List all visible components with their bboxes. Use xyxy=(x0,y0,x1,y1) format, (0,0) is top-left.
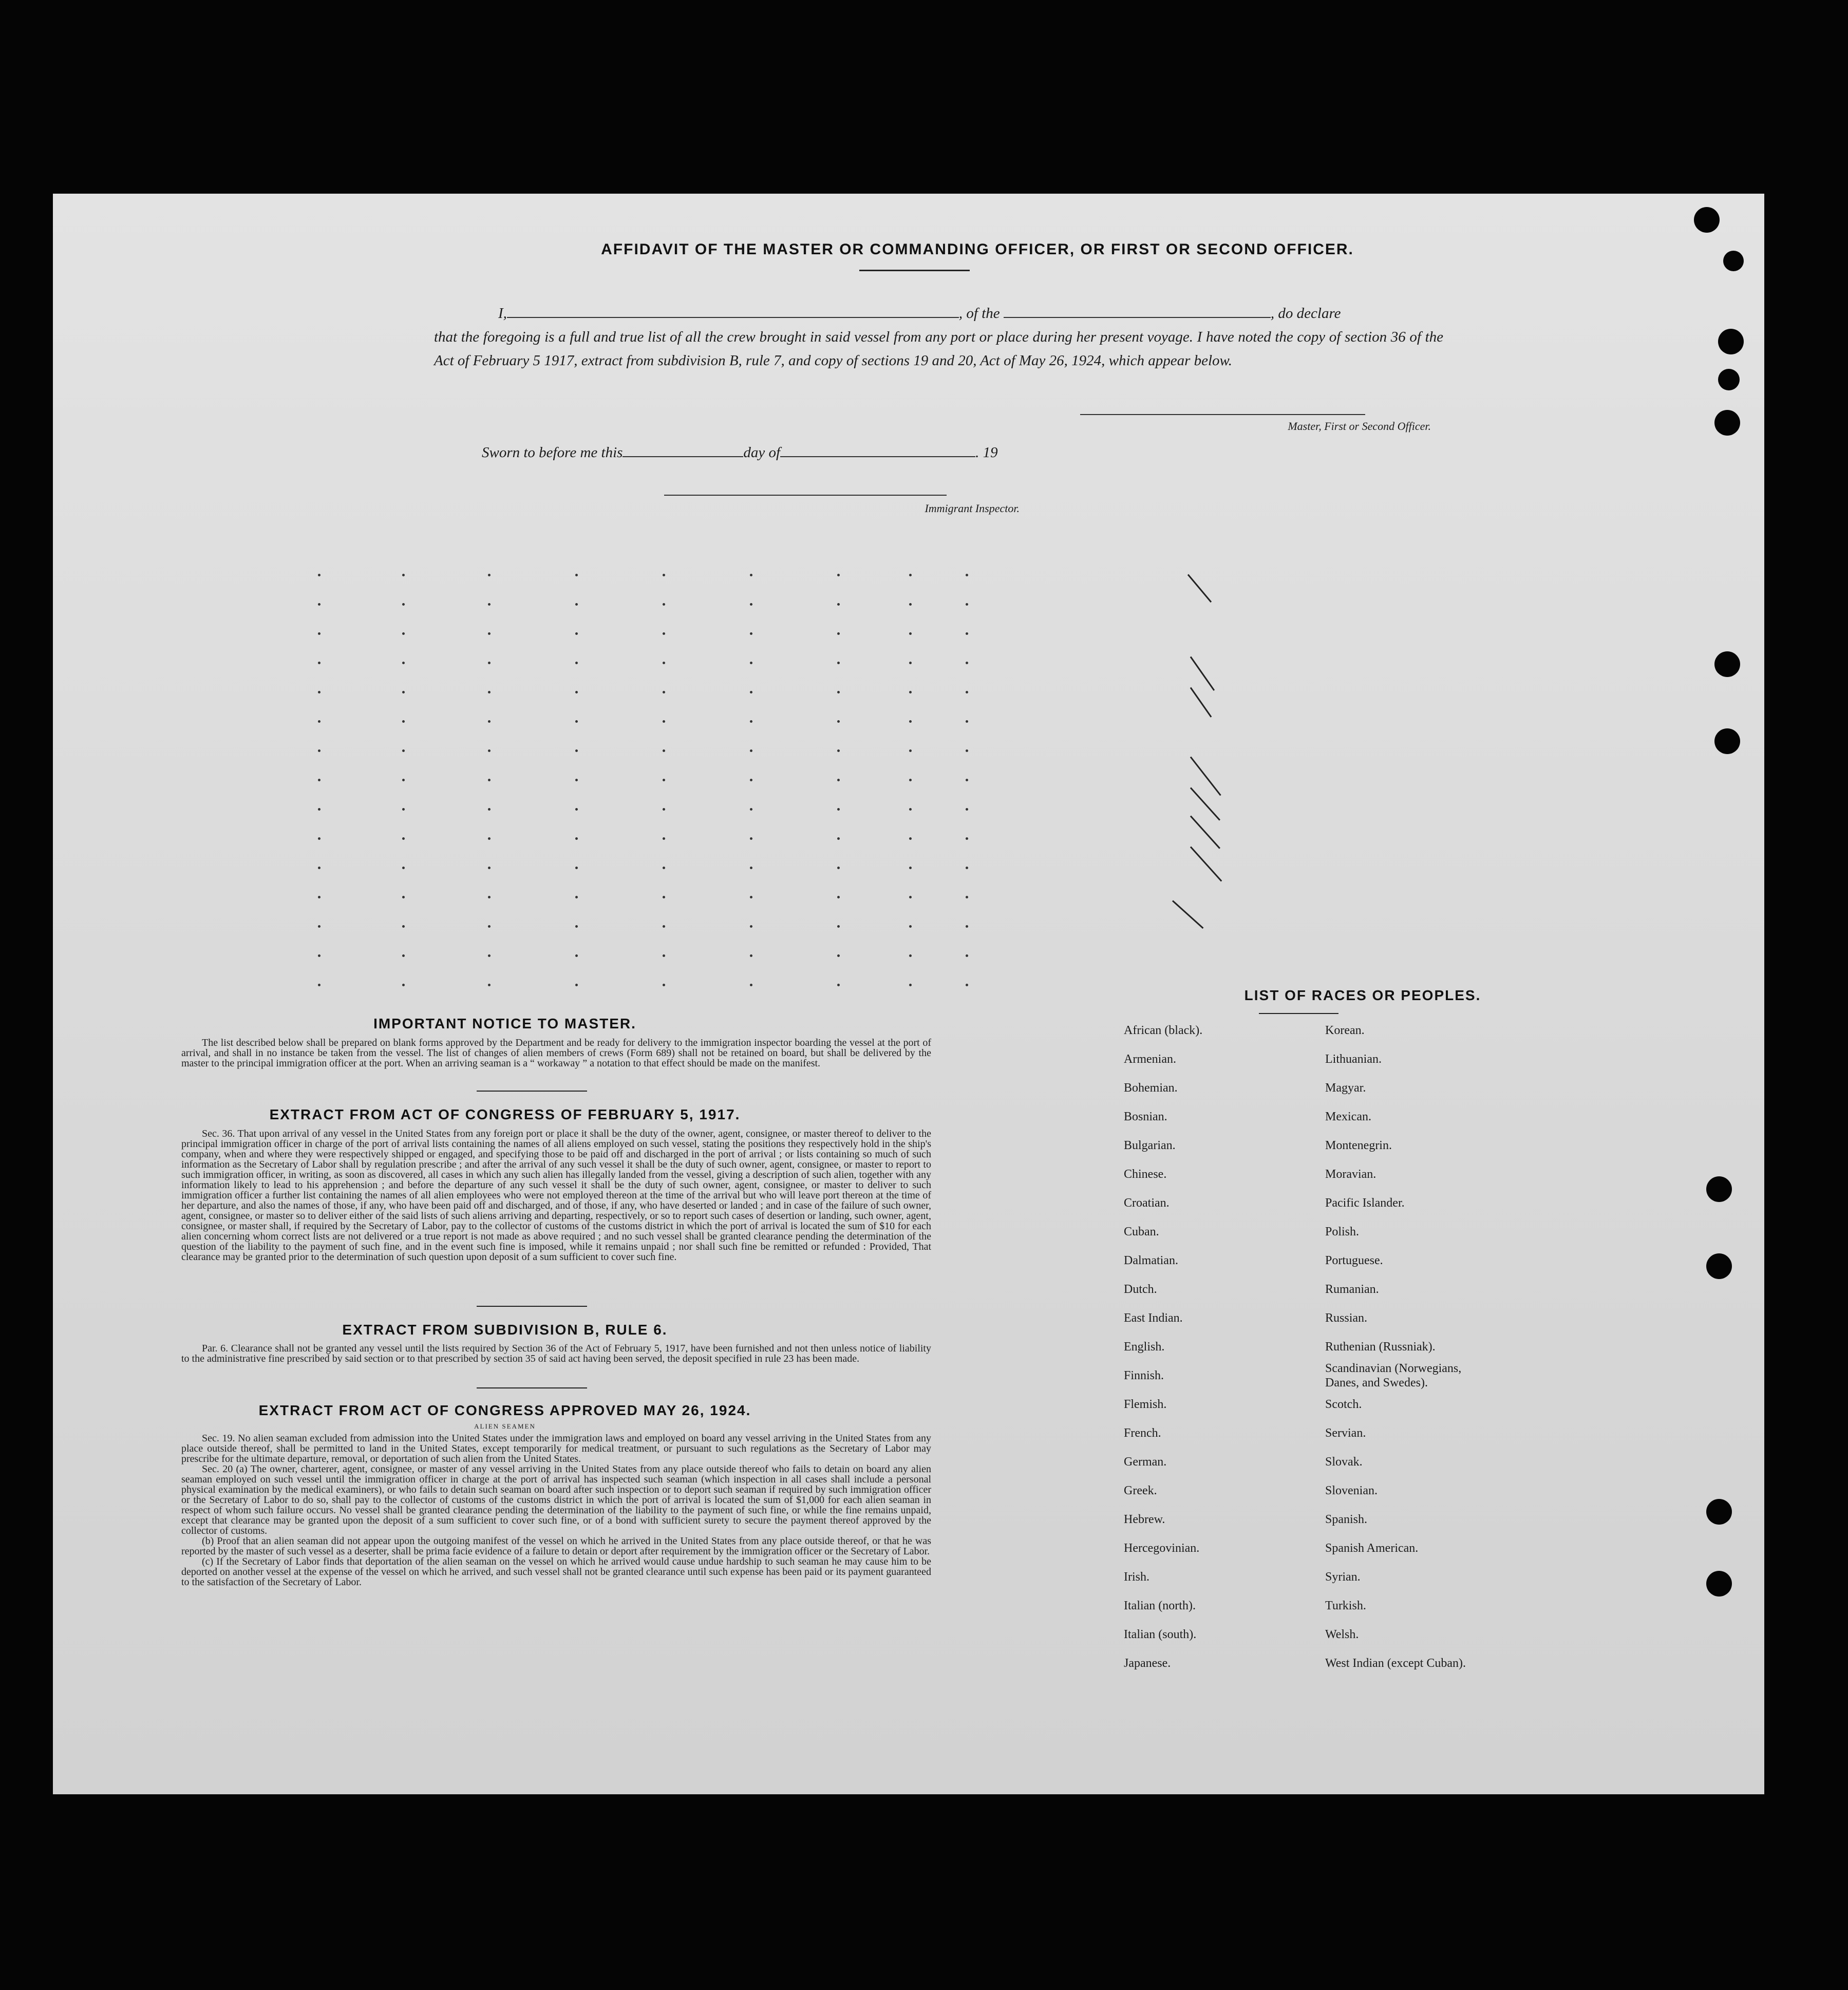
extract-1924-subtitle: ALIEN SEAMEN xyxy=(474,1422,536,1430)
race-item: Servian. xyxy=(1325,1426,1366,1440)
extract-1924-text xyxy=(181,1433,931,1587)
subdivision-paragraph: Par. 6. Clearance shall not be granted any vessel until the lists required by Section 36 of the Act of February 5, 1917, have been furnished and not then unless notice of liability to the administrative fine prescribed by said section or to that prescribed by section 35 of said act having been served, the deposit specified in rule 23 has been made. xyxy=(181,1343,931,1364)
races-title: LIST OF RACES OR PEOPLES. xyxy=(1244,987,1481,1003)
extract-1924-title: EXTRACT FROM ACT OF CONGRESS APPROVED MAY 26, 1924. xyxy=(258,1402,751,1418)
race-item: Syrian. xyxy=(1325,1570,1361,1584)
affidavit-of-the: , of the xyxy=(958,305,1000,322)
extract-1924-sec20c: (c) If the Secretary of Labor finds that deportation of the alien seaman on the vessel on which he arrived would cause undue hardship to such seaman he may cause him to be deported on another vessel at the expense of the vessel on which he arrived, and such vessel shall not be granted clearance until such expense has been paid or its payment guaranteed to the satisfaction of the Secretary of Labor. xyxy=(181,1556,931,1588)
affidavit-text: that the foregoing is a full and true list of all the crew brought in said vessel from any port or place during her present voyage. I have noted the copy of section 36 of the Act of February 5 1917, extract from subdivision B, rule 7, and copy of sections 19 and 20, Act of May 26, 1924, which appear below. xyxy=(434,329,1443,369)
race-item: Scotch. xyxy=(1325,1398,1362,1411)
race-item: East Indian. xyxy=(1124,1311,1183,1325)
race-item: Portuguese. xyxy=(1325,1254,1383,1267)
race-item: German. xyxy=(1124,1455,1167,1469)
race-item: African (black). xyxy=(1124,1024,1203,1037)
binder-hole xyxy=(1714,410,1740,436)
affidavit-title: AFFIDAVIT OF THE MASTER OR COMMANDING OFFICER, OR FIRST OR SECOND OFFICER. xyxy=(601,241,1354,258)
race-item: Spanish American. xyxy=(1325,1542,1419,1555)
dot-grid xyxy=(53,194,1764,1016)
race-item: Dalmatian. xyxy=(1124,1254,1178,1267)
race-item: Magyar. xyxy=(1325,1081,1366,1095)
race-item: Finnish. xyxy=(1124,1369,1164,1382)
race-item: Korean. xyxy=(1325,1024,1365,1037)
binder-hole xyxy=(1718,369,1740,390)
binder-hole xyxy=(1714,651,1740,677)
race-item: Polish. xyxy=(1325,1225,1360,1238)
master-caption: Master, First or Second Officer. xyxy=(1288,420,1431,433)
binder-hole xyxy=(1694,207,1720,233)
document-page xyxy=(53,194,1764,1794)
binder-hole xyxy=(1706,1499,1732,1525)
race-item: West Indian (except Cuban). xyxy=(1325,1657,1466,1670)
notice-title: IMPORTANT NOTICE TO MASTER. xyxy=(373,1016,636,1031)
affidavit-i: I, xyxy=(498,305,507,322)
extract-1924-sec20a: Sec. 20 (a) The owner, charterer, agent, consignee, or master of any vessel arriving in the United States from any place outside thereof who fails to detain on board any alien seaman employed on such vessel until the immigration officer in charge at the port of arrival has inspected such seaman (which inspection in all cases shall include a personal physical examination by the medical examiners), or who fails to detain such seaman on board after such inspection or to deport such seaman if required by such immigration officer or the Secretary of Labor to do so, shall pay to the collector of customs of the customs district in which the port of arrival is located the sum of $1,000 for each alien seaman in respect of whom such failure occurs. No vessel shall be granted clearance pending the determination of the liability to the payment of such fine, or while the fine remains unpaid, except that clearance may be granted upon the deposit of a sum sufficient to cover such fine, or of a bond with sufficient surety to secure the payment thereof approved by the collector of customs. xyxy=(181,1463,931,1536)
inspector-caption: Immigrant Inspector. xyxy=(925,502,1020,515)
races-right-column xyxy=(1325,1016,1633,1678)
race-item: Moravian. xyxy=(1325,1168,1376,1181)
race-item: Montenegrin. xyxy=(1325,1139,1392,1152)
race-item: Greek. xyxy=(1124,1484,1157,1497)
extract-1917-title: EXTRACT FROM ACT OF CONGRESS OF FEBRUARY 5, 1917. xyxy=(269,1106,741,1122)
race-item: Bosnian. xyxy=(1124,1110,1167,1123)
binder-hole xyxy=(1706,1571,1732,1597)
binder-hole xyxy=(1723,251,1744,271)
race-item: Armenian. xyxy=(1124,1053,1176,1066)
race-item: Japanese. xyxy=(1124,1657,1171,1670)
binder-hole xyxy=(1718,329,1744,354)
binder-hole xyxy=(1714,728,1740,754)
race-item: Ruthenian (Russniak). xyxy=(1325,1340,1436,1354)
race-item: Flemish. xyxy=(1124,1398,1167,1411)
extract-1924-sec20b: (b) Proof that an alien seaman did not appear upon the outgoing manifest of the vessel on which he arrived in the United States from any place outside thereof, or that he was reported by the master of such vessel as a deserter, shall be prima facie evidence of a failure to detain or deport after requirement by the immigration officer or the Secretary of Labor. xyxy=(181,1535,931,1557)
race-item: Hebrew. xyxy=(1124,1513,1165,1526)
race-item: Russian. xyxy=(1325,1311,1368,1325)
binder-hole xyxy=(1706,1253,1732,1279)
sworn-year: . 19 xyxy=(975,444,998,461)
race-item: Turkish. xyxy=(1325,1599,1366,1612)
race-item: Pacific Islander. xyxy=(1325,1196,1405,1210)
race-item: Cuban. xyxy=(1124,1225,1159,1238)
race-item: Scandinavian (Norwegians, Danes, and Swedes). xyxy=(1325,1362,1462,1390)
section-rule xyxy=(477,1387,587,1388)
race-item: Italian (north). xyxy=(1124,1599,1196,1612)
race-item: Slovak. xyxy=(1325,1455,1363,1469)
extract-1924-sec19: Sec. 19. No alien seaman excluded from admission into the United States under the immigration laws and employed on board any vessel arriving in the United States from any place outside thereof, shall be permitted to land in the United States, except temporarily for medical treatment, or pursuant to such regulations as the Secretary of Labor may prescribe for the ultimate departure, removal, or deportation of such alien from the United States. xyxy=(181,1433,931,1465)
race-item: Slovenian. xyxy=(1325,1484,1378,1497)
race-item: French. xyxy=(1124,1426,1161,1440)
race-item: Chinese. xyxy=(1124,1168,1167,1181)
subdivision-text xyxy=(181,1343,931,1364)
race-item: Lithuanian. xyxy=(1325,1053,1382,1066)
binder-hole xyxy=(1706,1176,1732,1202)
notice-text xyxy=(181,1038,931,1068)
section-rule xyxy=(477,1306,587,1307)
sworn-day-of: day of xyxy=(743,444,781,461)
sworn-prefix: Sworn to before me this xyxy=(482,444,623,461)
subdivision-title: EXTRACT FROM SUBDIVISION B, RULE 6. xyxy=(342,1322,668,1338)
race-item: Spanish. xyxy=(1325,1513,1368,1526)
race-item: Dutch. xyxy=(1124,1283,1157,1296)
race-item: English. xyxy=(1124,1340,1165,1354)
race-item: Bohemian. xyxy=(1124,1081,1178,1095)
race-item: Mexican. xyxy=(1325,1110,1371,1123)
race-item: Irish. xyxy=(1124,1570,1149,1584)
race-item: Hercegovinian. xyxy=(1124,1542,1200,1555)
notice-paragraph: The list described below shall be prepared on blank forms approved by the Department and be ready for delivery to the immigration inspector boarding the vessel at the port of arrival, and shall in no instance be taken from the vessel. The list of changes of alien members of crews (Form 689) shall not be retained on board, but shall be delivered by the master to the principal immigration officer at the port. When an arriving seaman is a “ workaway ” a notation to that effect should be made on the manifest. xyxy=(181,1037,931,1069)
race-item: Bulgarian. xyxy=(1124,1139,1176,1152)
races-left-column xyxy=(1124,1016,1309,1678)
race-item: Italian (south). xyxy=(1124,1628,1197,1641)
extract-1917-text xyxy=(181,1129,931,1262)
section-rule xyxy=(477,1091,587,1092)
affidavit-do-declare: , do declare xyxy=(1270,305,1341,322)
extract-1917-paragraph: Sec. 36. That upon arrival of any vessel in the United States from any foreign port or place it shall be the duty of the owner, agent, consignee, or master thereof to deliver to the principal immigration officer in charge of the port of arrival lists containing the names of all aliens employed on such vessel, stating the positions they respectively hold in the ship's company, when and where they were respectively shipped or engaged, and specifying those to be paid off and discharged in the port of arrival ; or lists containing so much of such information as the Secretary of Labor shall by regulation prescribe ; and after the arrival of any such vessel it shall be the duty of such owner, agent, consignee, or master to report to such immigration officer, in writing, as soon as discovered, all cases in which any such alien has illegally landed from the vessel, giving a description of such alien, together with any information likely to lead to his apprehension ; and before the departure of any such vessel it shall be the duty of such owner, agent, consignee, or master to deliver to such immigration officer a further list containing the names of all alien employees who were not employed thereon at the time of the arrival but who will leave port thereon at the time of her departure, and also the names of those, if any, who have been paid off and discharged, and of those, if any, who have deserted or landed ; and in case of the failure of such owner, agent, consignee, or master so to deliver either of the said lists of such aliens arriving and departing, respectively, or so to report such cases of desertion or landing, such owner, agent, consignee, or master shall, if required by the Secretary of Labor, pay to the collector of customs of the customs district in which the port of arrival is located the sum of $10 for each alien concerning whom correct lists are not delivered or a true report is not made as above required ; and no such vessel shall be granted clearance pending the determination of the question of the liability to the payment of such fine, and in the event such fine is imposed, while it remains unpaid ; nor shall such fine be remitted or refunded : Provided, That clearance may be granted prior to the determination of such question upon deposit of a sum sufficient to cover such fine. xyxy=(181,1128,931,1263)
race-item: Rumanian. xyxy=(1325,1283,1379,1296)
race-item: Croatian. xyxy=(1124,1196,1170,1210)
race-item: Welsh. xyxy=(1325,1628,1359,1641)
races-rule xyxy=(1259,1013,1338,1014)
